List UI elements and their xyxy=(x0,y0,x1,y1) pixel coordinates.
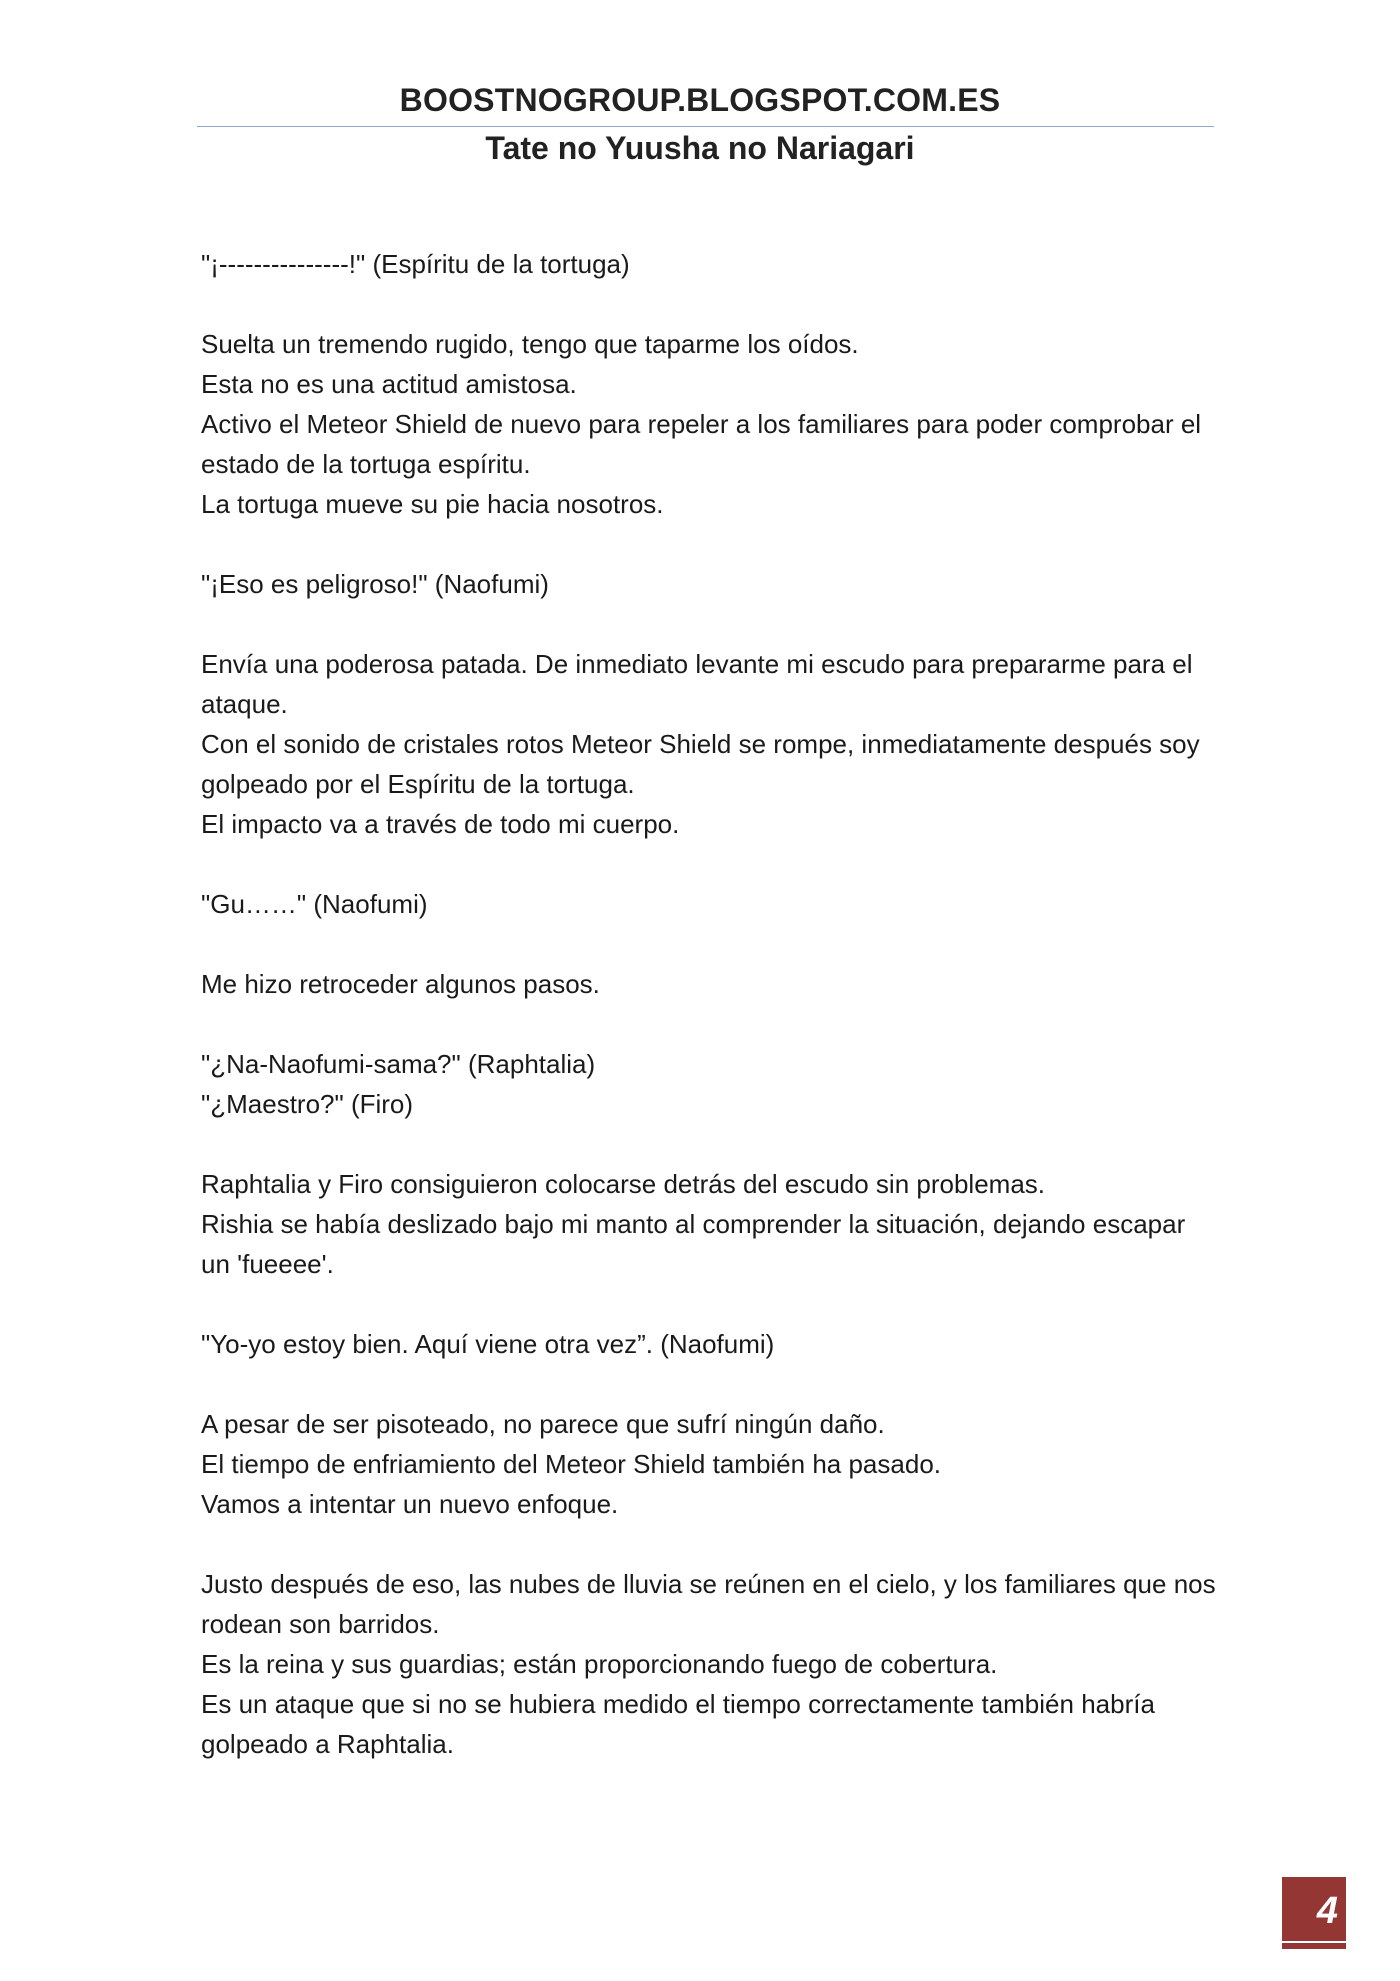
text-line: "¿Maestro?" (Firo) xyxy=(201,1089,414,1119)
text-line: El impacto va a través de todo mi cuerpo. xyxy=(201,809,680,839)
text-line: golpeado por el Espíritu de la tortuga. xyxy=(201,769,635,799)
text-line: Con el sonido de cristales rotos Meteor Shield se rompe, inmediatamente después soy xyxy=(201,729,1200,759)
paragraph xyxy=(201,1404,1211,1524)
header-divider xyxy=(197,126,1214,127)
paragraph xyxy=(201,564,1211,604)
text-line: un 'fueeee'. xyxy=(201,1249,334,1279)
text-line: estado de la tortuga espíritu. xyxy=(201,449,531,479)
page-number-underline xyxy=(1282,1941,1346,1943)
paragraph xyxy=(201,964,1211,1004)
document-body xyxy=(201,244,1216,1764)
paragraph xyxy=(201,324,1211,524)
paragraph xyxy=(201,244,1211,284)
text-line: Esta no es una actitud amistosa. xyxy=(201,369,577,399)
text-line: Rishia se había deslizado bajo mi manto al comprender la situación, dejando escapar xyxy=(201,1209,1186,1239)
text-line: "¿Na-Naofumi-sama?" (Raphtalia) xyxy=(201,1049,596,1079)
text-line: Raphtalia y Firo consiguieron colocarse detrás del escudo sin problemas. xyxy=(201,1169,1045,1199)
paragraph xyxy=(201,1044,1211,1124)
text-line: Envía una poderosa patada. De inmediato levante mi escudo para prepararme para el xyxy=(201,649,1193,679)
text-line: Vamos a intentar un nuevo enfoque. xyxy=(201,1489,619,1519)
text-line: El tiempo de enfriamiento del Meteor Shield también ha pasado. xyxy=(201,1449,941,1479)
text-line: Activo el Meteor Shield de nuevo para repeler a los familiares para poder comprobar el xyxy=(201,409,1202,439)
paragraph xyxy=(201,644,1211,844)
text-line: Es la reina y sus guardias; están proporcionando fuego de cobertura. xyxy=(201,1649,998,1679)
text-line: Es un ataque que si no se hubiera medido el tiempo correctamente también habría xyxy=(201,1689,1155,1719)
text-line: "Gu……" (Naofumi) xyxy=(201,889,428,919)
text-line: Justo después de eso, las nubes de lluvia se reúnen en el cielo, y los familiares que nos xyxy=(201,1569,1216,1599)
text-line: "¡Eso es peligroso!" (Naofumi) xyxy=(201,569,549,599)
text-line: ataque. xyxy=(201,689,288,719)
text-line: A pesar de ser pisoteado, no parece que sufrí ningún daño. xyxy=(201,1409,885,1439)
paragraph xyxy=(201,884,1211,924)
page-title: Tate no Yuusha no Nariagari xyxy=(485,130,915,166)
text-line: golpeado a Raphtalia. xyxy=(201,1729,454,1759)
text-line: Me hizo retroceder algunos pasos. xyxy=(201,969,600,999)
text-line: "Yo-yo estoy bien. Aquí viene otra vez”. (Naofumi) xyxy=(201,1329,775,1359)
paragraph xyxy=(201,1164,1211,1284)
paragraph xyxy=(201,1564,1216,1764)
text-line: La tortuga mueve su pie hacia nosotros. xyxy=(201,489,664,519)
text-line: Suelta un tremendo rugido, tengo que taparme los oídos. xyxy=(201,329,859,359)
text-line: rodean son barridos. xyxy=(201,1609,440,1639)
paragraph xyxy=(201,1324,1211,1364)
text-line: "¡---------------!" (Espíritu de la tortuga) xyxy=(201,249,630,279)
header-site-name: BOOSTNOGROUP.BLOGSPOT.COM.ES xyxy=(399,82,1001,118)
page-number: 4 xyxy=(1316,1890,1338,1932)
